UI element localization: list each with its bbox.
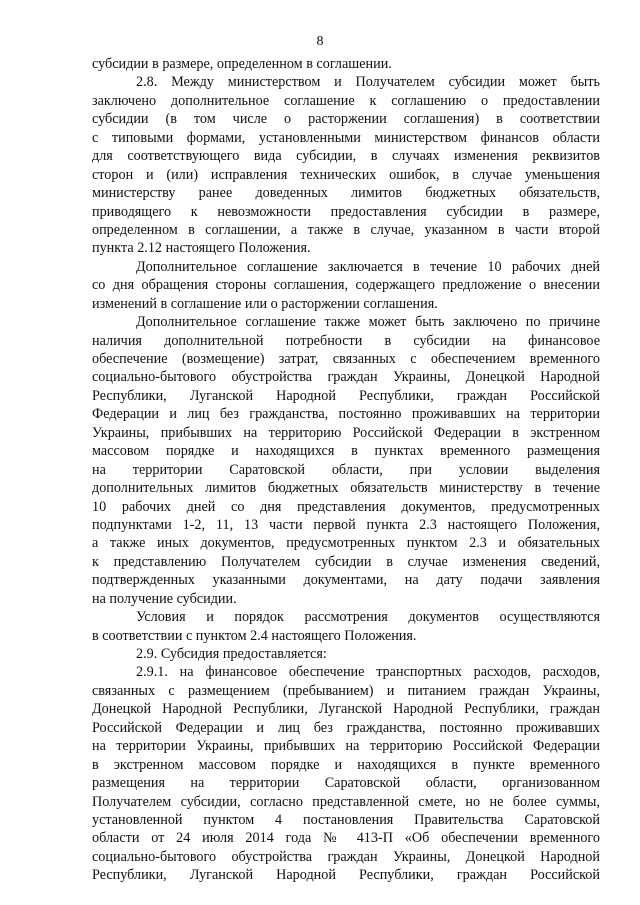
text-line: на получение субсидии. — [92, 590, 237, 607]
text-line: определенном в соглашении, а также в случае, указанном в части второй — [92, 221, 600, 238]
text-line: на территории Саратовской области, при условии выделения — [92, 461, 600, 478]
text-line: Украины, прибывших на территорию Российской Федерации в экстренном — [92, 424, 600, 441]
text-line: для соответствующего вида субсидии, в случаях изменения реквизитов — [92, 148, 600, 165]
text-line: подпунктами 1-2, 11, 13 части первой пункта 2.3 настоящего Положения, — [92, 516, 600, 533]
text-line: пункта 2.12 настоящего Положения. — [92, 240, 311, 257]
text-line: на территории Украины, прибывших на территорию Российской Федерации — [92, 738, 600, 755]
text-line: министерству ранее доведенных лимитов бюджетных обязательств, — [92, 185, 600, 202]
text-line: Получателем субсидии, согласно представленной смете, но не более суммы, — [92, 793, 600, 810]
text-line: Условия и порядок рассмотрения документов осуществляются — [136, 609, 600, 626]
text-line: субсидии в размере, определенном в соглашении. — [92, 56, 392, 72]
text-line: к представлению Получателем субсидии в случае изменения сведений, — [92, 553, 600, 570]
text-line: Республики, Луганской Народной Республики, граждан Российской — [92, 387, 600, 404]
text-line: размещения на территории Саратовской области, организованном — [92, 775, 600, 792]
text-line: а также иных документов, предусмотренных пунктом 2.3 и обязательных — [92, 535, 600, 552]
text-line: области от 24 июля 2014 года № 413-П «Об обеспечении временного — [92, 830, 600, 847]
text-line: обеспечение (возмещение) затрат, связанных с обеспечением временного — [92, 351, 600, 367]
text-line: Российской Федерации и лиц без гражданства, постоянно проживавших — [92, 719, 600, 736]
text-line: 2.9.1. на финансовое обеспечение транспортных расходов, расходов, — [136, 664, 600, 681]
text-line: изменений в соглашение или о расторжении соглашения. — [92, 295, 438, 312]
text-line: Донецкой Народной Республики, Луганской Народной Республики, граждан — [92, 701, 600, 718]
text-line: заключено дополнительное соглашение к соглашению о предоставлении — [92, 92, 600, 109]
text-line: подтвержденных указанными документами, на дату подачи заявления — [92, 572, 600, 589]
text-line: Дополнительное соглашение заключается в течение 10 рабочих дней — [136, 258, 600, 275]
text-line: связанных с размещением (пребыванием) и питанием граждан Украины, — [92, 682, 600, 699]
text-line: социально-бытового обустройства граждан Украины, Донецкой Народной — [92, 369, 600, 386]
text-line: Республики, Луганской Народной Республики, граждан Российской — [92, 867, 600, 884]
text-line: в соответствии с пунктом 2.4 настоящего Положения. — [92, 627, 417, 644]
text-line: в экстренном массовом порядке и находящихся в пункте временного — [92, 756, 600, 773]
text-line: сторон и (или) исправления технических ошибок, в случае уменьшения — [92, 166, 600, 183]
text-line: приводящего к невозможности предоставления субсидии в размере, — [92, 203, 600, 220]
text-line: со дня обращения стороны соглашения, содержащего предложение о внесении — [92, 277, 600, 294]
text-line: Дополнительное соглашение также может быть заключено по причине — [136, 314, 600, 331]
text-line: массовом порядке и находящихся в пунктах временного размещения — [92, 443, 600, 460]
text-line: 2.8. Между министерством и Получателем субсидии может быть — [136, 74, 600, 91]
text-line: социально-бытового обустройства граждан Украины, Донецкой Народной — [92, 848, 600, 865]
text-line: 2.9. Субсидия предоставляется: — [136, 646, 327, 662]
page-number: 8 — [316, 34, 324, 49]
text-line: Федерации и лиц без гражданства, постоянно проживавших на территории — [92, 406, 600, 423]
text-line: субсидии (в том числе о расторжении соглашения) в соответствии — [92, 111, 600, 128]
document-body — [92, 55, 600, 885]
text-line: дополнительных лимитов бюджетных обязательств министерству в течение — [92, 480, 600, 497]
text-line: установленной пунктом 4 постановления Правительства Саратовской — [92, 811, 600, 828]
text-line: 10 рабочих дней со дня представления документов, предусмотренных — [92, 498, 600, 515]
text-line: наличия дополнительной потребности в субсидии на финансовое — [92, 332, 600, 349]
text-line: с типовыми формами, установленными министерством финансов области — [92, 129, 600, 146]
